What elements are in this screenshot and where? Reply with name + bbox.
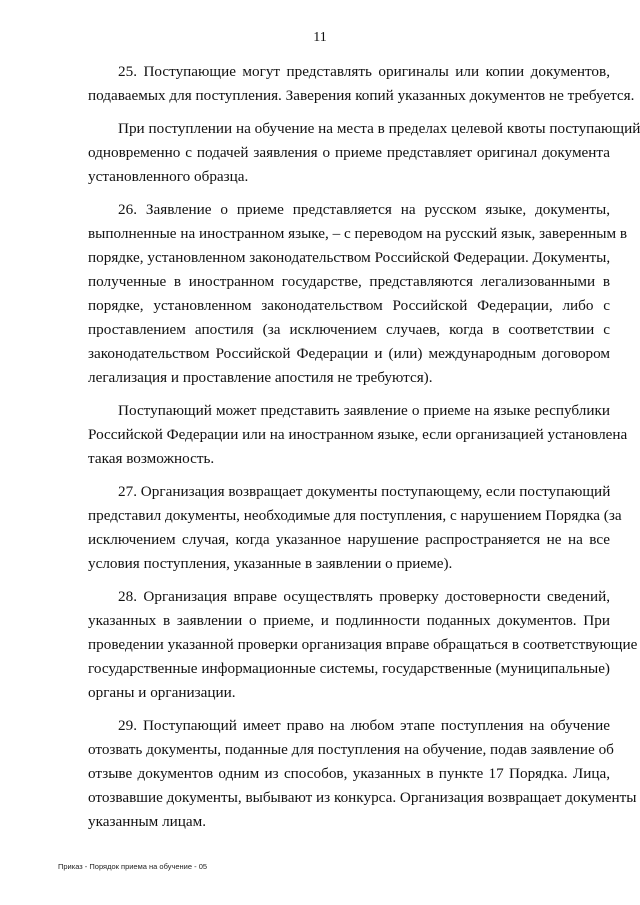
text-line: 26. Заявление о приеме представляется на русском языке, документы, xyxy=(118,201,610,218)
text-line: отозвавшие документы, выбывают из конкурса. Организация возвращает документы xyxy=(88,789,637,806)
text-line: порядке, установленном законодательством Российской Федерации, либо с xyxy=(88,297,610,314)
text-line: государственные информационные системы, государственные (муниципальные) xyxy=(88,660,610,677)
text-line: исключением случая, когда указанное нарушение распространяется не на все xyxy=(88,531,610,548)
text-line: 27. Организация возвращает документы поступающему, если поступающий xyxy=(118,483,611,500)
text-line: полученные в иностранном государстве, представляются легализованными в xyxy=(88,273,610,290)
text-line: Российской Федерации или на иностранном языке, если организацией установлена xyxy=(88,426,628,443)
page-footer: Приказ - Порядок приема на обучение - 05 xyxy=(58,862,208,871)
text-line: отзыве документов одним из способов, указанных в пункте 17 Порядка. Лица, xyxy=(88,765,610,782)
text-line: подаваемых для поступления. Заверения копий указанных документов не требуется. xyxy=(88,87,635,104)
text-line: условия поступления, указанные в заявлении о приеме). xyxy=(88,555,453,572)
paragraph-27 xyxy=(88,480,622,576)
document-body xyxy=(88,60,640,843)
text-line: проведении указанной проверки организация вправе обращаться в соответствующие xyxy=(88,636,638,653)
text-line: проставлением апостиля (за исключением случаев, когда в соответствии с xyxy=(88,321,610,338)
text-line: такая возможность. xyxy=(88,450,215,467)
text-line: 28. Организация вправе осуществлять проверку достоверности сведений, xyxy=(118,588,610,605)
text-line: легализация и проставление апостиля не требуются). xyxy=(88,369,433,386)
text-line: указанным лицам. xyxy=(88,813,207,830)
text-line: указанных в заявлении о приеме, и подлинности поданных документов. При xyxy=(88,612,610,629)
text-line: 25. Поступающие могут представлять оригиналы или копии документов, xyxy=(118,63,610,80)
text-line: 29. Поступающий имеет право на любом этапе поступления на обучение xyxy=(118,717,610,734)
paragraph-28 xyxy=(88,585,638,705)
paragraph-26 xyxy=(88,198,628,390)
paragraph-25 xyxy=(88,60,635,108)
text-line: установленного образца. xyxy=(88,168,249,185)
text-line: законодательством Российской Федерации и (или) международным договором xyxy=(88,345,610,362)
text-line: Поступающий может представить заявление о приеме на языке республики xyxy=(118,402,610,419)
text-line: органы и организации. xyxy=(88,684,236,701)
text-line: выполненные на иностранном языке, – с переводом на русский язык, заверенным в xyxy=(88,225,628,242)
paragraph-26-republic-language xyxy=(88,399,628,471)
paragraph-29 xyxy=(88,714,637,834)
text-line: При поступлении на обучение на места в пределах целевой квоты поступающий xyxy=(118,120,640,137)
page-number: 11 xyxy=(313,30,327,45)
text-line: отозвать документы, поданные для поступления на обучение, подав заявление об xyxy=(88,741,614,758)
text-line: представил документы, необходимые для поступления, с нарушением Порядка (за xyxy=(88,507,622,524)
text-line: одновременно с подачей заявления о приеме представляет оригинал документа xyxy=(88,144,610,161)
text-line: порядке, установленном законодательством Российской Федерации. Документы, xyxy=(88,249,611,266)
paragraph-25-target-quota xyxy=(88,117,640,189)
